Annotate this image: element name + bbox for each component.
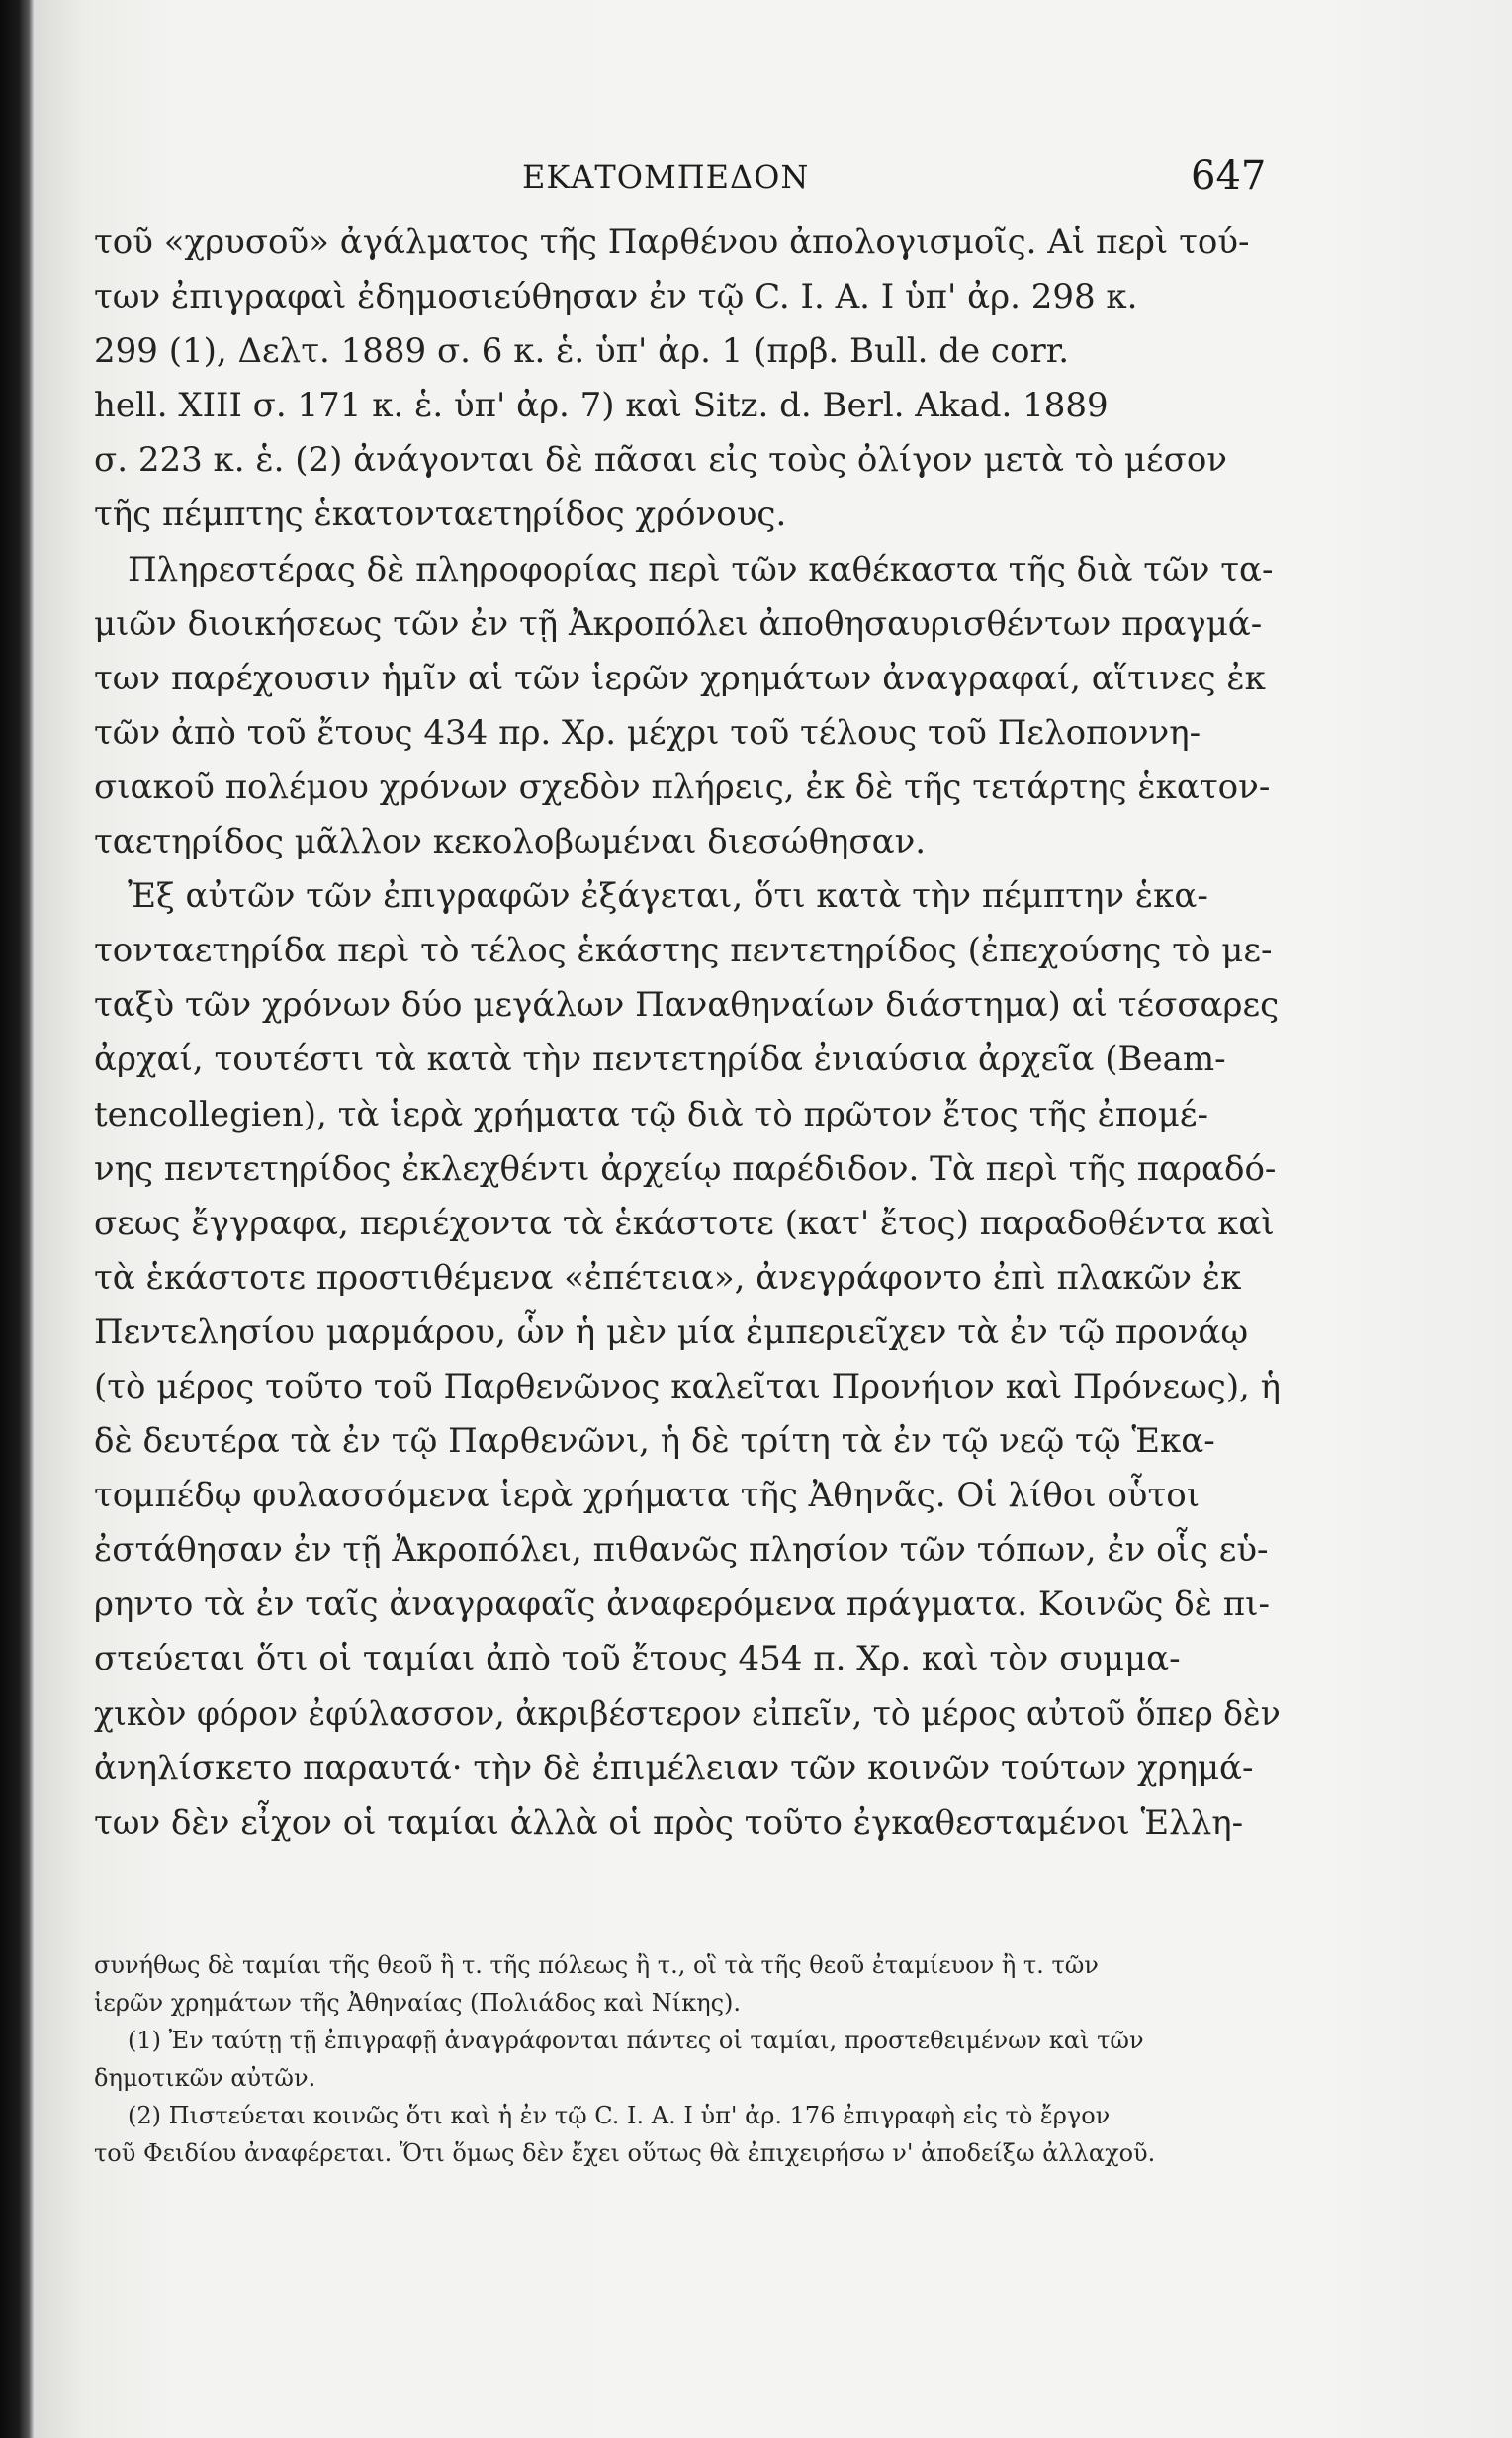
text-line: σ. 223 κ. ἑ. (2) ἀνάγονται δὲ πᾶσαι εἰς τοὺς ὀλίγον μετὰ τὸ μέσον bbox=[94, 440, 1227, 481]
text-line: σεως ἔγγραφα, περιέχοντα τὰ ἑκάστοτε (κατ' ἔτος) παραδοθέντα καὶ bbox=[94, 1203, 1275, 1243]
footnote-line: τοῦ Φειδίου ἀναφέρεται. Ὅτι ὅμως δὲν ἔχει οὕτως θὰ ἐπιχειρήσω ν' ἀποδείξω ἀλλαχοῦ. bbox=[94, 2139, 1156, 2167]
text-line: Πληρεστέρας δὲ πληροφορίας περὶ τῶν καθέκαστα τῆς διὰ τῶν τα- bbox=[128, 549, 1274, 589]
footnotes-block bbox=[94, 1946, 1281, 2172]
footnote-line: δημοτικῶν αὐτῶν. bbox=[94, 2064, 316, 2092]
footnote-line: συνήθως δὲ ταμίαι τῆς θεοῦ ἢ τ. τῆς πόλεως ἢ τ., οἳ τὰ τῆς θεοῦ ἐταμίευον ἢ τ. τῶν bbox=[94, 1951, 1099, 1979]
text-line: τῶν ἀπὸ τοῦ ἔτους 434 πρ. Χρ. μέχρι τοῦ τέλους τοῦ Πελοποννη- bbox=[94, 712, 1201, 753]
text-line: ἐστάθησαν ἐν τῇ Ἀκροπόλει, πιθανῶς πλησίον τῶν τόπων, ἐν οἷς εὑ- bbox=[94, 1530, 1269, 1571]
text-line: των παρέχουσιν ἡμῖν αἱ τῶν ἱερῶν χρημάτων ἀναγραφαί, αἵτινες ἐκ bbox=[94, 658, 1266, 698]
text-line: ταξὺ τῶν χρόνων δύο μεγάλων Παναθηναίων διάστημα) αἱ τέσσαρες bbox=[94, 985, 1280, 1026]
text-line: χικὸν φόρον ἐφύλασσον, ἀκριβέστερον εἰπεῖν, τὸ μέρος αὐτοῦ ὅπερ δὲν bbox=[94, 1693, 1281, 1734]
text-line: των δὲν εἶχον οἱ ταμίαι ἀλλὰ οἱ πρὸς τοῦτο ἐγκαθεσταμένοι Ἑλλη- bbox=[94, 1802, 1244, 1843]
text-line: τομπέδῳ φυλασσόμενα ἱερὰ χρήματα τῆς Ἀθηνᾶς. Οἱ λίθοι οὗτοι bbox=[94, 1476, 1201, 1516]
text-line: 299 (1), Δελτ. 1889 σ. 6 κ. ἑ. ὑπ' ἀρ. 1 (πρβ. Bull. de corr. bbox=[94, 331, 1070, 372]
text-line: τονταετηρίδα περὶ τὸ τέλος ἑκάστης πεντετηρίδος (ἐπεχούσης τὸ με- bbox=[94, 931, 1273, 971]
text-line: δὲ δευτέρα τὰ ἐν τῷ Παρθενῶνι, ἡ δὲ τρίτη τὰ ἐν τῷ νεῷ τῷ Ἑκα- bbox=[94, 1421, 1215, 1462]
text-line: ρηντο τὰ ἐν ταῖς ἀναγραφαῖς ἀναφερόμενα πράγματα. Κοινῶς δὲ πι- bbox=[94, 1584, 1270, 1625]
text-line: hell. XIII σ. 171 κ. ἑ. ὑπ' ἀρ. 7) καὶ Sitz. d. Berl. Akad. 1889 bbox=[94, 386, 1109, 426]
running-title: ΕΚΑΤΟΜΠΕΔΟΝ bbox=[522, 158, 810, 196]
text-line: σιακοῦ πολέμου χρόνων σχεδὸν πλήρεις, ἐκ δὲ τῆς τετάρτης ἑκατον- bbox=[94, 767, 1271, 807]
page-number: 647 bbox=[1191, 153, 1267, 199]
footnote-line: ἱερῶν χρημάτων τῆς Ἀθηναίας (Πολιάδος καὶ Νίκης). bbox=[94, 1989, 742, 2017]
text-line: Ἐξ αὐτῶν τῶν ἐπιγραφῶν ἐξάγεται, ὅτι κατὰ τὴν πέμπτην ἑκα- bbox=[128, 876, 1208, 917]
text-line: ἀρχαί, τουτέστι τὰ κατὰ τὴν πεντετηρίδα ἐνιαύσια ἀρχεῖα (Beam- bbox=[94, 1039, 1226, 1080]
text-line: Πεντελησίου μαρμάρου, ὧν ἡ μὲν μία ἐμπεριεῖχεν τὰ ἐν τῷ προνάῳ bbox=[94, 1311, 1249, 1352]
text-line: tencollegien), τὰ ἱερὰ χρήματα τῷ διὰ τὸ πρῶτον ἔτος τῆς ἐπομέ- bbox=[94, 1094, 1208, 1134]
text-line: των ἐπιγραφαὶ ἐδημοσιεύθησαν ἐν τῷ C. I. A. I ὑπ' ἀρ. 298 κ. bbox=[94, 277, 1138, 317]
book-spine-shadow bbox=[0, 0, 34, 2438]
text-line: νης πεντετηρίδος ἐκλεχθέντι ἀρχείῳ παρέδιδον. Τὰ περὶ τῆς παραδό- bbox=[94, 1148, 1277, 1189]
text-line: τοῦ «χρυσοῦ» ἀγάλματος τῆς Παρθένου ἀπολογισμοῖς. Αἱ περὶ τού- bbox=[94, 223, 1250, 262]
footnote-line: (2) Πιστεύεται κοινῶς ὅτι καὶ ἡ ἐν τῷ C. I. A. I ὑπ' ἀρ. 176 ἐπιγραφὴ εἰς τὸ ἔργον bbox=[128, 2102, 1111, 2129]
text-line: ταετηρίδος μᾶλλον κεκολοβωμέναι διεσώθησαν. bbox=[94, 822, 927, 862]
footnote-line: (1) Ἐν ταύτῃ τῇ ἐπιγραφῇ ἀναγράφονται πάντες οἱ ταμίαι, προστεθειμένων καὶ τῶν bbox=[128, 2027, 1144, 2054]
text-line: ἀνηλίσκετο παραυτά· τὴν δὲ ἐπιμέλειαν τῶν κοινῶν τούτων χρημά- bbox=[94, 1748, 1254, 1788]
text-line: (τὸ μέρος τοῦτο τοῦ Παρθενῶνος καλεῖται Προνήιον καὶ Πρόνεως), ἡ bbox=[94, 1366, 1281, 1406]
text-line: τὰ ἑκάστοτε προστιθέμενα «ἐπέτεια», ἀνεγράφοντο ἐπὶ πλακῶν ἐκ bbox=[94, 1257, 1242, 1298]
text-line: στεύεται ὅτι οἱ ταμίαι ἀπὸ τοῦ ἔτους 454 π. Χρ. καὶ τὸν συμμα- bbox=[94, 1639, 1181, 1679]
text-line: μιῶν διοικήσεως τῶν ἐν τῇ Ἀκροπόλει ἀποθησαυρισθέντων πραγμά- bbox=[94, 603, 1263, 644]
text-line: τῆς πέμπτης ἑκατονταετηρίδος χρόνους. bbox=[94, 495, 787, 535]
main-text-block bbox=[94, 216, 1281, 1851]
